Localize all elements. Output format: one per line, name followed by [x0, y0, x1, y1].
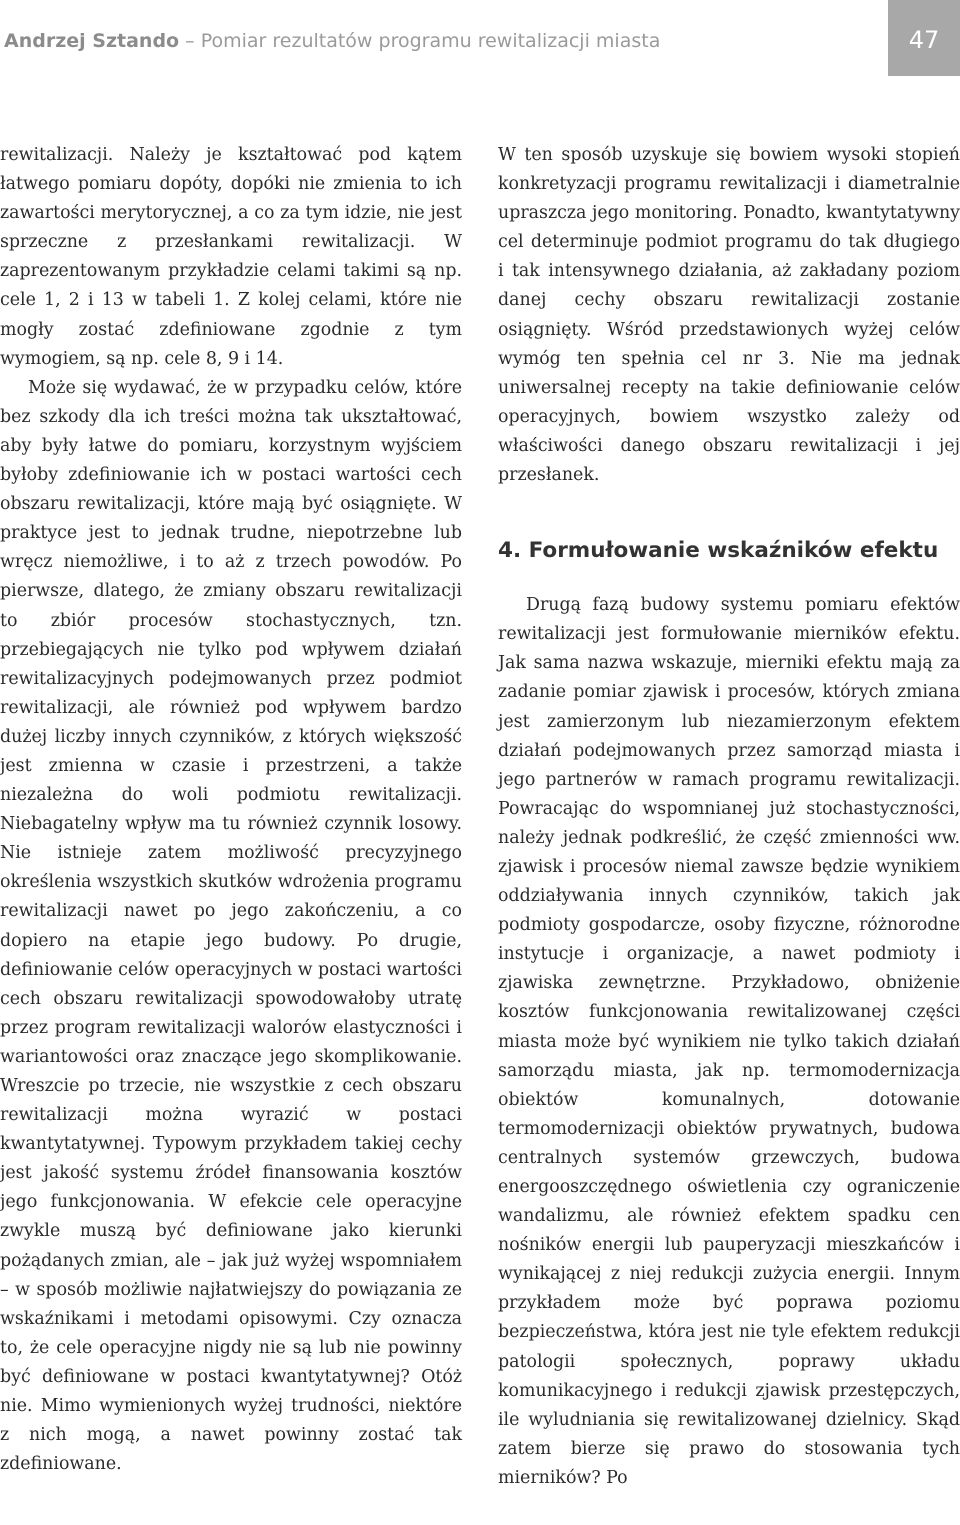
header-separator: – — [179, 30, 201, 52]
right-paragraph-1: W ten sposób uzyskuje się bowiem wysoki stopień konkretyzacji programu rewitalizacji i diametralnie upraszcza jego monitoring. Ponadto, kwantytatywny cel determinuje podmiot programu do tak długiego i tak intensywnego działania, aż zakładany poziom danej cechy obszaru rewitalizacji zostanie osiągnięty. Wśród przedstawionych wyżej celów wymóg ten spełnia cel nr 3. Nie ma jednak uniwersalnej recepty na takie definiowanie celów operacyjnych, bowiem wszystko zależy od właściwości danego obszaru rewitalizacji i jej przesłanek. — [498, 145, 960, 486]
running-header — [4, 30, 660, 52]
right-column — [498, 141, 960, 1493]
header-title: Pomiar rezultatów programu rewitalizacji miasta — [200, 30, 661, 52]
page-number: 47 — [908, 26, 940, 54]
page-header — [0, 0, 960, 76]
left-column — [0, 141, 462, 1479]
header-author: Andrzej Sztando — [4, 30, 180, 52]
left-paragraph-1: rewitalizacji. Należy je kształtować pod kątem łatwego pomiaru dopóty, dopóki nie zmienia to ich zawartości merytorycznej, a co za tym idzie, nie jest sprzeczne z przesłankami rewitalizacji. W zaprezentowanym przykładzie celami takimi są np. cele 1, 2 i 13 w tabeli 1. Z kolej celami, które nie mogły zostać zdefiniowane zgodnie z tym wymogiem, są np. cele 8, 9 i 14. — [0, 145, 462, 369]
right-paragraph-2: Drugą fazą budowy systemu pomiaru efektów rewitalizacji jest formułowanie mierników efektu. Jak sama nazwa wskazuje, mierniki efektu mają za zadanie pomiar zjawisk i procesów, których zmiana jest zamierzonym lub niezamierzonym efektem działań podejmowanych przez samorząd miasta i jego partnerów w ramach programu rewitalizacji. Powracając do wspomnianej już stochastyczności, należy jednak podkreślić, że część zmienności ww. zjawisk i procesów niemal zawsze będzie wynikiem oddziaływania innych czynników, takich jak podmioty gospodarcze, osoby fizyczne, różnorodne instytucje i organizacje, a nawet podmioty i zjawiska zewnętrzne. Przykładowo, obniżenie kosztów funkcjonowania rewitalizowanej części miasta może być wynikiem nie tylko takich działań samorządu miasta, jak np. termomodernizacja obiektów komunalnych, dotowanie termomodernizacji obiektów prywatnych, budowa centralnych systemów grzewczych, budowa energooszczędnego oświetlenia czy ograniczenie wandalizmu, ale również efektem spadku cen nośników energii lub pauperyzacji mieszkańców i wynikającej z niej redukcji zużycia energii. Innym przykładem może być poprawa poziomu bezpieczeństwa, która jest nie tyle efektem redukcji patologii społecznych, poprawy układu komunikacyjnego i redukcji zjawisk przestępczych, ile wyludniania się rewitalizowanej dzielnicy. Skąd zatem bierze się prawo do stosowania tych mierników? Po — [498, 595, 960, 1488]
left-paragraph-2: Może się wydawać, że w przypadku celów, które bez szkody dla ich treści można tak ukształtować, aby były łatwe do pomiaru, korzystnym wyjściem byłoby zdefiniowanie ich w postaci wartości cech obszaru rewitalizacji, które mają być osiągnięte. W praktyce jest to jednak trudne, niepotrzebne lub wręcz niemożliwe, i to aż z trzech powodów. Po pierwsze, dlatego, że zmiany obszaru rewitalizacji to zbiór procesów stochastycznych, tzn. przebiegających nie tylko pod wpływem działań rewitalizacyjnych podejmowanych przez podmiot rewitalizacji, ale również pod wpływem bardzo dużej liczby innych czynników, z których większość jest zmienna w czasie i przestrzeni, a także niezależna do woli podmiotu rewitalizacji. Niebagatelny wpływ ma tu również czynnik losowy. Nie istnieje zatem możliwość precyzyjnego określenia wszystkich skutków wdrożenia programu rewitalizacji nawet po jego zakończeniu, a co dopiero na etapie jego budowy. Po drugie, definiowanie celów operacyjnych w postaci wartości cech obszaru rewitalizacji spowodowałoby utratę przez program rewitalizacji walorów elastyczności i wariantowości oraz znaczące jego skomplikowanie. Wreszcie po trzecie, nie wszystkie z cech obszaru rewitalizacji można wyrazić w postaci kwantytatywnej. Typowym przykładem takiej cechy jest jakość systemu źródeł finansowania kosztów jego funkcjonowania. W efekcie cele operacyjne zwykle muszą być definiowane jako kierunki pożądanych zmian, ale – jak już wyżej wspomniałem – w sposób możliwie najłatwiejszy do powiązania ze wskaźnikami i metodami opisowymi. Czy oznacza to, że cele operacyjne nigdy nie są lub nie powinny być definiowane w postaci kwantytatywnej? Otóż nie. Mimo wymienionych wyżej trudności, niektóre z nich mogą, a nawet powinny zostać tak zdefiniowane. — [0, 377, 462, 1475]
page-number-box — [888, 0, 960, 76]
section-heading: 4. Formułowanie wskaźników efektu — [498, 538, 939, 564]
